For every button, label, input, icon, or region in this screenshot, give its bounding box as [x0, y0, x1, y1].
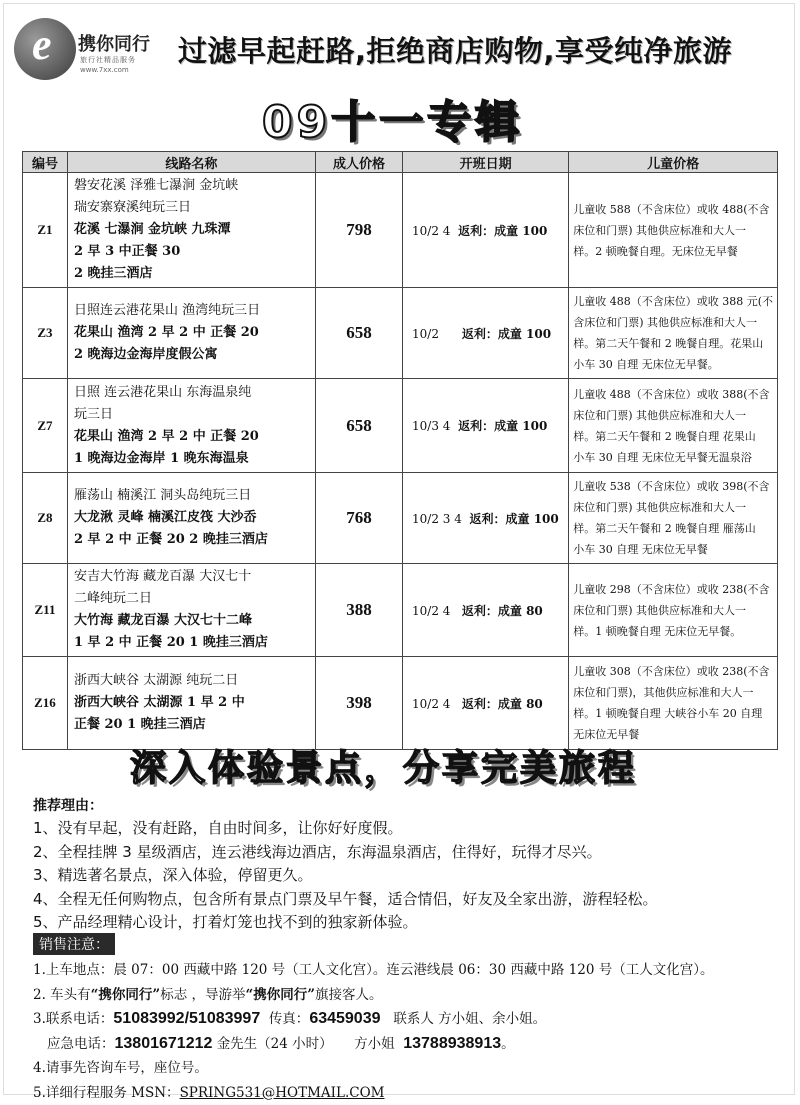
route-name-cell	[67, 173, 315, 288]
child-price-line: 床位和门票) 其他供应标准和大人一	[573, 220, 773, 241]
sales-notice-title: 销售注意：	[33, 933, 115, 955]
route-highlight-line: 大龙湫 灵峰 楠溪江皮筏 大沙岙	[74, 507, 309, 529]
slogan: 过滤早起赶路,拒绝商店购物,享受纯净旅游	[178, 29, 732, 70]
route-name-line: 雁荡山 楠溪江 洞头岛纯玩三日	[74, 485, 309, 507]
rebate-text: 返利：成童 100	[458, 419, 547, 433]
emergency-note	[33, 1032, 793, 1057]
route-code: Z3	[23, 288, 68, 379]
route-name-cell	[67, 288, 315, 379]
table-row	[23, 473, 778, 564]
table-header-row	[23, 152, 778, 173]
contact-label: 3.联系电话：	[33, 1011, 113, 1027]
start-date: 10/2 4	[412, 604, 450, 618]
child-price-cell	[569, 288, 778, 379]
child-price-line: 床位和门票) 其他供应标准和大人一	[573, 600, 773, 621]
route-highlight-line: 花溪 七瀑涧 金坑峡 九珠潭	[74, 219, 309, 241]
child-price-line: 小车 30 自理 无床位无早餐	[573, 539, 773, 560]
child-price-line: 样。第二天午餐和 2 晚餐自理 雁荡山	[573, 518, 773, 539]
child-price-cell	[569, 173, 778, 288]
sign-mid: 标志 ，导游举	[160, 987, 245, 1003]
company-logo	[14, 14, 164, 82]
table-row	[23, 564, 778, 657]
route-name-line: 浙西大峡谷 太湖源 纯玩二日	[74, 670, 309, 692]
date-cell	[403, 473, 569, 564]
child-price-line: 儿童收 488（不含床位）或收 388 元(不	[573, 291, 773, 312]
route-highlight-line: 2 晚挂三酒店	[74, 263, 309, 285]
reason-item: 3、精选著名景点，深入体验，停留更久。	[33, 864, 783, 888]
route-name-cell	[67, 473, 315, 564]
fax-label: 传真：	[269, 1011, 310, 1027]
route-name-cell	[67, 564, 315, 657]
child-price-line: 含床位和门票) 其他供应标准和大人一	[573, 312, 773, 333]
reason-item: 5、产品经理精心设计，打着灯笼也找不到的独家新体验。	[33, 911, 783, 935]
route-code: Z1	[23, 173, 68, 288]
table-row	[23, 657, 778, 750]
reasons-title: 推荐理由：	[33, 795, 783, 817]
date-cell	[403, 173, 569, 288]
rebate-text: 返利：成童 100	[462, 327, 551, 341]
date-cell	[403, 379, 569, 473]
msn-link[interactable]: SPRING531@HOTMAIL.COM	[180, 1085, 385, 1101]
child-price-line: 床位和门票) 其他供应标准和大人一	[573, 405, 773, 426]
route-highlight-line: 大竹海 藏龙百瀑 大汉七十二峰	[74, 610, 309, 632]
child-price-line: 小车 30 自理 无床位无早餐无温泉浴	[573, 447, 773, 468]
route-name-line: 二峰纯玩二日	[74, 588, 309, 610]
fax-number: 63459039	[309, 1010, 380, 1027]
table-row	[23, 379, 778, 473]
sign-suffix: 旗接客人。	[315, 987, 383, 1003]
route-code: Z7	[23, 379, 68, 473]
route-highlight-line: 1 早 2 中 正餐 20 1 晚挂三酒店	[74, 632, 309, 654]
seat-note: 4.请事先咨询车号，座位号。	[33, 1056, 793, 1081]
logo-subtitle: 旅行社精品服务	[80, 55, 136, 65]
rebate-text: 返利：成童 80	[462, 604, 543, 618]
emergency-phone-2[interactable]: 13788938913	[403, 1035, 501, 1052]
route-table	[22, 151, 778, 750]
child-price-cell	[569, 473, 778, 564]
sign-note	[33, 983, 793, 1008]
header-child-price: 儿童价格	[569, 152, 778, 173]
child-price-line: 小车 30 自理 无床位无早餐。	[573, 354, 773, 375]
start-date: 10/2 4	[412, 697, 450, 711]
child-price-line: 儿童收 308（不含床位）或收 238(不含	[573, 661, 773, 682]
route-name-line: 安吉大竹海 藏龙百瀑 大汉七十	[74, 566, 309, 588]
child-price-line: 样。1 顿晚餐自理 无床位无早餐。	[573, 621, 773, 642]
contact-phone[interactable]: 51083992/51083997	[113, 1010, 260, 1027]
child-price-line: 儿童收 538（不含床位）或收 398(不含	[573, 476, 773, 497]
table-row	[23, 173, 778, 288]
child-price-line: 床位和门票)，其他供应标准和大人一	[573, 682, 773, 703]
child-price-line: 无床位无早餐	[573, 724, 773, 745]
emergency-end: 。	[501, 1036, 515, 1052]
child-price-line: 床位和门票) 其他供应标准和大人一	[573, 497, 773, 518]
logo-url: www.7xx.com	[80, 66, 129, 74]
child-price-cell	[569, 379, 778, 473]
route-name-line: 玩三日	[74, 404, 309, 426]
route-code: Z8	[23, 473, 68, 564]
sales-notes	[33, 958, 793, 1105]
adult-price: 768	[315, 473, 402, 564]
rebate-text: 返利：成童 80	[462, 697, 543, 711]
contact-person: 联系人 方小姐、余小姐。	[393, 1011, 546, 1027]
sign-brand: “携你同行”	[91, 987, 161, 1003]
reason-item: 1、没有早起，没有赶路，自由时间多，让你好好度假。	[33, 817, 783, 841]
emergency-person-2: 方小姐	[354, 1036, 395, 1052]
sign-brand-2: “携你同行”	[246, 987, 316, 1003]
emergency-person-1: 金先生（24 小时）	[217, 1036, 333, 1052]
adult-price: 798	[315, 173, 402, 288]
child-price-cell	[569, 564, 778, 657]
logo-brand-name: 携你同行	[78, 30, 150, 56]
start-date: 10/2 3 4	[412, 512, 462, 526]
route-highlight-line: 正餐 20 1 晚挂三酒店	[74, 714, 309, 736]
child-price-line: 儿童收 588（不含床位）或收 488(不含	[573, 199, 773, 220]
route-highlight-line: 2 早 3 中正餐 30	[74, 241, 309, 263]
emergency-label: 应急电话：	[47, 1036, 115, 1052]
child-price-line: 样。第二天午餐和 2 晚餐自理 花果山	[573, 426, 773, 447]
header-start-date: 开班日期	[403, 152, 569, 173]
table-row	[23, 288, 778, 379]
route-highlight-line: 花果山 渔湾 2 早 2 中 正餐 20	[74, 426, 309, 448]
adult-price: 658	[315, 288, 402, 379]
adult-price: 658	[315, 379, 402, 473]
route-highlight-line: 2 早 2 中 正餐 20 2 晚挂三酒店	[74, 529, 309, 551]
route-code: Z11	[23, 564, 68, 657]
route-highlight-line: 2 晚海边金海岸度假公寓	[74, 344, 309, 366]
child-price-line: 样。2 顿晚餐自理。无床位无早餐	[573, 241, 773, 262]
header-route-name: 线路名称	[67, 152, 315, 173]
rebate-text: 返利：成童 100	[458, 224, 547, 238]
route-name-cell	[67, 379, 315, 473]
msn-label: 5.详细行程服务 MSN：	[33, 1085, 180, 1101]
adult-price: 398	[315, 657, 402, 750]
route-code: Z16	[23, 657, 68, 750]
emergency-phone-1[interactable]: 13801671212	[115, 1035, 213, 1052]
section-title: 深入体验景点，分享完美旅程	[130, 740, 637, 791]
route-name-cell	[67, 657, 315, 750]
route-name-line: 日照连云港花果山 渔湾纯玩三日	[74, 300, 309, 322]
special-title: 09十一专辑	[262, 86, 523, 150]
start-date: 10/2 4	[412, 224, 450, 238]
reason-item: 4、全程无任何购物点，包含所有景点门票及早午餐，适合情侣，好友及全家出游，游程轻松。	[33, 888, 783, 912]
date-cell	[403, 288, 569, 379]
msn-note	[33, 1081, 793, 1105]
child-price-cell	[569, 657, 778, 750]
route-highlight-line: 花果山 渔湾 2 早 2 中 正餐 20	[74, 322, 309, 344]
start-date: 10/3 4	[412, 419, 450, 433]
logo-letter-icon: e	[32, 19, 52, 70]
route-highlight-line: 浙西大峡谷 太湖源 1 早 2 中	[74, 692, 309, 714]
start-date: 10/2	[412, 327, 439, 341]
reason-item: 2、全程挂牌 3 星级酒店，连云港线海边酒店，东海温泉酒店，住得好，玩得才尽兴。	[33, 841, 783, 865]
recommend-reasons	[33, 795, 783, 935]
header-code: 编号	[23, 152, 68, 173]
pickup-note: 1.上车地点：晨 07：00 西藏中路 120 号（工人文化宫）。连云港线晨 06：30 西藏中路 120 号（工人文化宫）。	[33, 958, 793, 983]
child-price-line: 样。第二天午餐和 2 晚餐自理。花果山	[573, 333, 773, 354]
contact-note	[33, 1007, 793, 1032]
route-name-line: 日照 连云港花果山 东海温泉纯	[74, 382, 309, 404]
child-price-line: 儿童收 298（不含床位）或收 238(不含	[573, 579, 773, 600]
route-highlight-line: 1 晚海边金海岸 1 晚东海温泉	[74, 448, 309, 470]
date-cell	[403, 657, 569, 750]
child-price-line: 样。1 顿晚餐自理 大峡谷小车 20 自理	[573, 703, 773, 724]
rebate-text: 返利：成童 100	[470, 512, 559, 526]
child-price-line: 儿童收 488（不含床位）或收 388(不含	[573, 384, 773, 405]
route-name-line: 瑞安寨寮溪纯玩三日	[74, 197, 309, 219]
route-name-line: 磐安花溪 泽雅七瀑涧 金坑峡	[74, 175, 309, 197]
sign-prefix: 2. 车头有	[33, 987, 91, 1003]
header-adult-price: 成人价格	[315, 152, 402, 173]
adult-price: 388	[315, 564, 402, 657]
date-cell	[403, 564, 569, 657]
